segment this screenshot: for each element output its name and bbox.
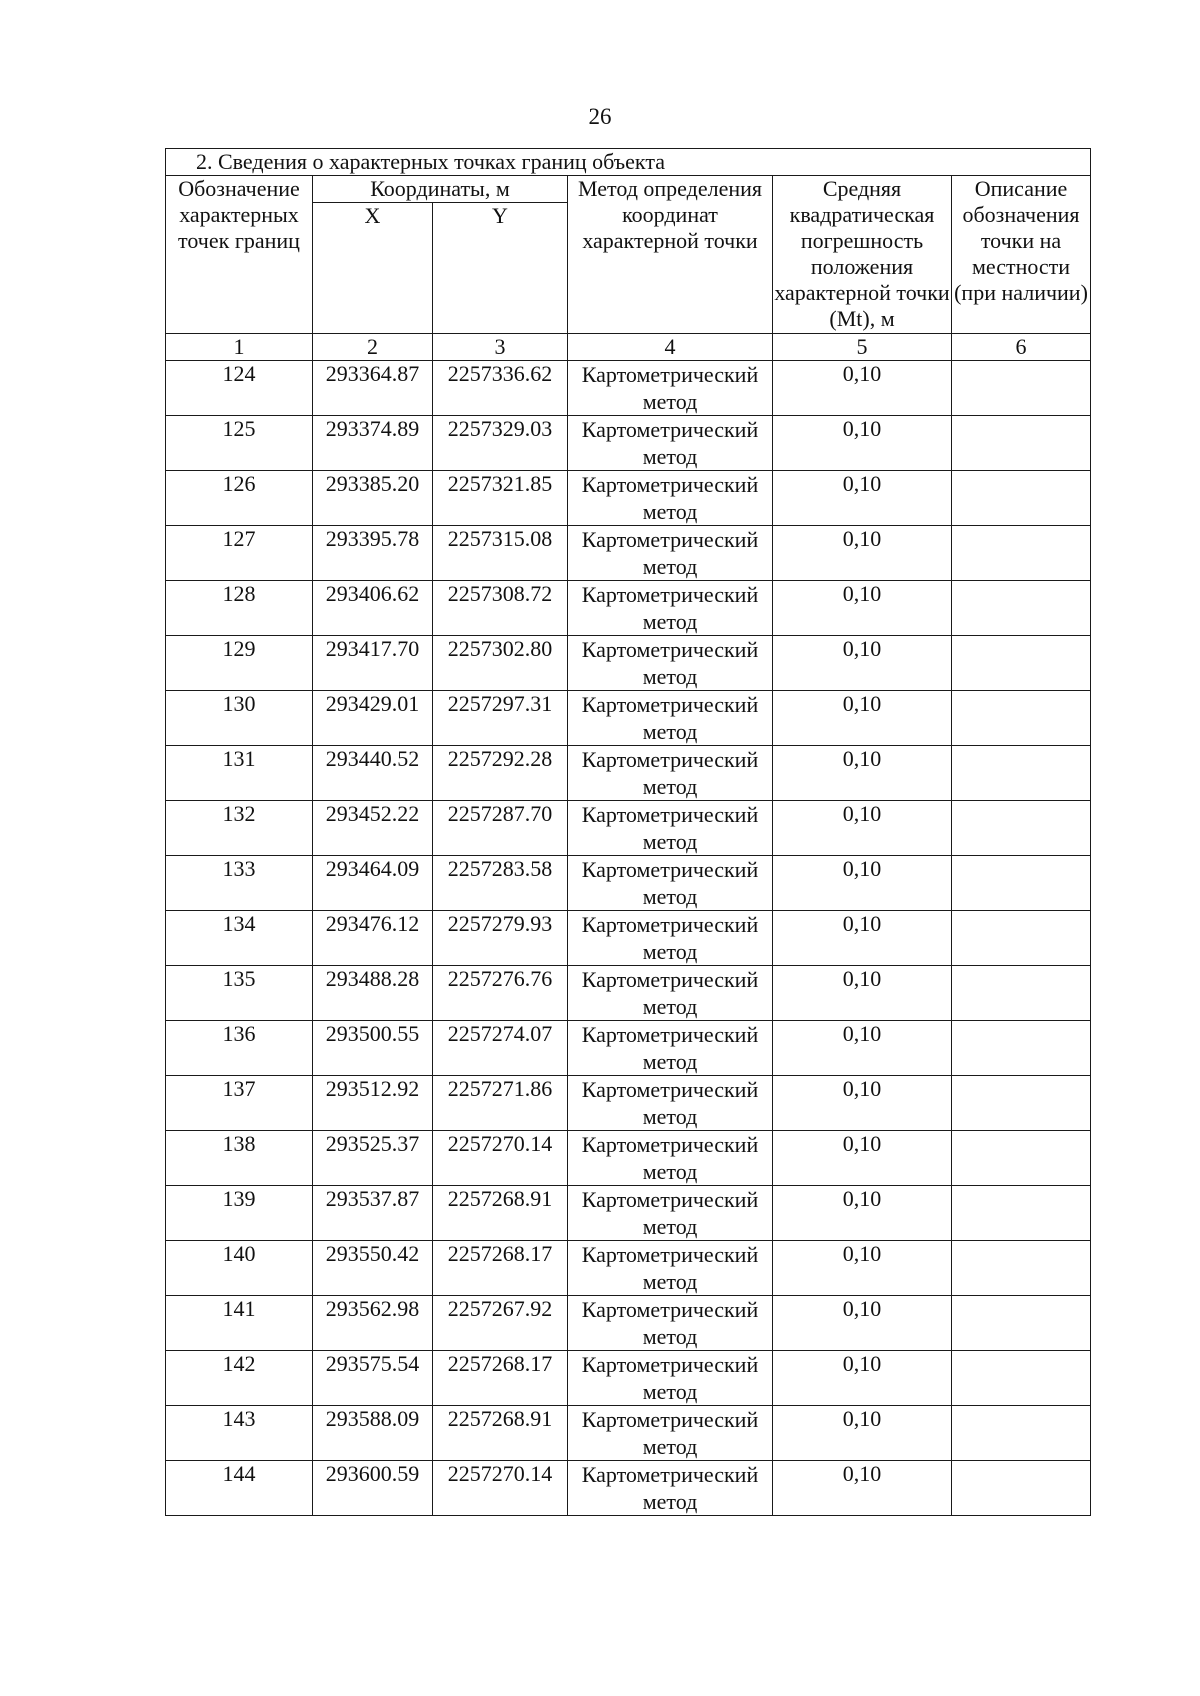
table-row (166, 581, 1091, 636)
description-cell (952, 471, 1091, 526)
table-row (166, 856, 1091, 911)
method-cell: Картометрический метод (568, 581, 773, 636)
coordinate-y: 2257270.14 (433, 1131, 568, 1186)
coordinate-y: 2257297.31 (433, 691, 568, 746)
header-method: Метод определения координат характерной точки (568, 176, 773, 334)
header-designation: Обозначение характерных точек границ (166, 176, 313, 334)
table-row (166, 1021, 1091, 1076)
coordinate-x: 293488.28 (313, 966, 433, 1021)
coordinate-y: 2257268.17 (433, 1351, 568, 1406)
description-cell (952, 856, 1091, 911)
method-cell: Картометрический метод (568, 1461, 773, 1516)
error-cell: 0,10 (773, 801, 952, 856)
method-cell: Картометрический метод (568, 1131, 773, 1186)
column-number: 5 (773, 334, 952, 361)
boundary-points-table (165, 148, 1091, 1516)
coordinate-x: 293588.09 (313, 1406, 433, 1461)
point-id: 136 (166, 1021, 313, 1076)
description-cell (952, 1296, 1091, 1351)
point-id: 139 (166, 1186, 313, 1241)
point-id: 131 (166, 746, 313, 801)
table-title-row (166, 149, 1091, 176)
method-cell: Картометрический метод (568, 1186, 773, 1241)
point-id: 126 (166, 471, 313, 526)
error-cell: 0,10 (773, 416, 952, 471)
point-id: 129 (166, 636, 313, 691)
coordinate-y: 2257279.93 (433, 911, 568, 966)
description-cell (952, 1131, 1091, 1186)
point-id: 140 (166, 1241, 313, 1296)
table-row (166, 1241, 1091, 1296)
method-cell: Картометрический метод (568, 691, 773, 746)
table-row (166, 361, 1091, 416)
coordinate-y: 2257271.86 (433, 1076, 568, 1131)
method-cell: Картометрический метод (568, 1296, 773, 1351)
error-cell: 0,10 (773, 1406, 952, 1461)
coordinate-x: 293600.59 (313, 1461, 433, 1516)
table-row (166, 746, 1091, 801)
coordinate-x: 293452.22 (313, 801, 433, 856)
method-cell: Картометрический метод (568, 471, 773, 526)
coordinate-y: 2257268.91 (433, 1186, 568, 1241)
point-id: 134 (166, 911, 313, 966)
table-row (166, 1076, 1091, 1131)
header-coordinates: Координаты, м (313, 176, 568, 203)
description-cell (952, 1076, 1091, 1131)
header-row (166, 176, 1091, 203)
error-cell: 0,10 (773, 1296, 952, 1351)
error-cell: 0,10 (773, 856, 952, 911)
point-id: 128 (166, 581, 313, 636)
point-id: 141 (166, 1296, 313, 1351)
description-cell (952, 1351, 1091, 1406)
error-cell: 0,10 (773, 746, 952, 801)
coordinate-y: 2257276.76 (433, 966, 568, 1021)
method-cell: Картометрический метод (568, 966, 773, 1021)
coordinate-x: 293537.87 (313, 1186, 433, 1241)
description-cell (952, 1461, 1091, 1516)
point-id: 127 (166, 526, 313, 581)
coordinate-x: 293395.78 (313, 526, 433, 581)
method-cell: Картометрический метод (568, 1351, 773, 1406)
table-row (166, 471, 1091, 526)
table-row (166, 1131, 1091, 1186)
coordinate-x: 293512.92 (313, 1076, 433, 1131)
description-cell (952, 1406, 1091, 1461)
point-id: 138 (166, 1131, 313, 1186)
header-description: Описание обозначения точки на местности (при наличии) (952, 176, 1091, 334)
point-id: 135 (166, 966, 313, 1021)
error-cell: 0,10 (773, 1351, 952, 1406)
coordinate-x: 293476.12 (313, 911, 433, 966)
error-cell: 0,10 (773, 581, 952, 636)
coordinate-y: 2257283.58 (433, 856, 568, 911)
coordinate-x: 293575.54 (313, 1351, 433, 1406)
error-cell: 0,10 (773, 361, 952, 416)
error-cell: 0,10 (773, 1186, 952, 1241)
error-cell: 0,10 (773, 966, 952, 1021)
description-cell (952, 1241, 1091, 1296)
column-number: 2 (313, 334, 433, 361)
coordinate-x: 293562.98 (313, 1296, 433, 1351)
method-cell: Картометрический метод (568, 636, 773, 691)
table-row (166, 636, 1091, 691)
description-cell (952, 581, 1091, 636)
coordinate-y: 2257268.17 (433, 1241, 568, 1296)
coordinate-y: 2257308.72 (433, 581, 568, 636)
column-number: 4 (568, 334, 773, 361)
description-cell (952, 1186, 1091, 1241)
method-cell: Картометрический метод (568, 856, 773, 911)
point-id: 133 (166, 856, 313, 911)
coordinate-x: 293500.55 (313, 1021, 433, 1076)
description-cell (952, 636, 1091, 691)
header-x: X (313, 203, 433, 334)
coordinate-x: 293417.70 (313, 636, 433, 691)
description-cell (952, 526, 1091, 581)
coordinate-x: 293364.87 (313, 361, 433, 416)
method-cell: Картометрический метод (568, 1406, 773, 1461)
coordinate-y: 2257302.80 (433, 636, 568, 691)
method-cell: Картометрический метод (568, 416, 773, 471)
table-row (166, 801, 1091, 856)
table-row (166, 966, 1091, 1021)
coordinate-x: 293429.01 (313, 691, 433, 746)
point-id: 132 (166, 801, 313, 856)
error-cell: 0,10 (773, 1021, 952, 1076)
coordinate-y: 2257274.07 (433, 1021, 568, 1076)
table-row (166, 1406, 1091, 1461)
point-id: 130 (166, 691, 313, 746)
coordinate-x: 293374.89 (313, 416, 433, 471)
point-id: 143 (166, 1406, 313, 1461)
error-cell: 0,10 (773, 691, 952, 746)
coordinate-y: 2257336.62 (433, 361, 568, 416)
point-id: 125 (166, 416, 313, 471)
error-cell: 0,10 (773, 1461, 952, 1516)
coordinate-y: 2257270.14 (433, 1461, 568, 1516)
table-title: 2. Сведения о характерных точках границ объекта (166, 149, 1091, 176)
coordinate-x: 293440.52 (313, 746, 433, 801)
error-cell: 0,10 (773, 1241, 952, 1296)
point-id: 137 (166, 1076, 313, 1131)
point-id: 124 (166, 361, 313, 416)
description-cell (952, 416, 1091, 471)
column-number-row (166, 334, 1091, 361)
coordinate-x: 293525.37 (313, 1131, 433, 1186)
error-cell: 0,10 (773, 471, 952, 526)
coordinate-y: 2257329.03 (433, 416, 568, 471)
coordinate-y: 2257268.91 (433, 1406, 568, 1461)
table-row (166, 1461, 1091, 1516)
header-y: Y (433, 203, 568, 334)
coordinate-y: 2257267.92 (433, 1296, 568, 1351)
description-cell (952, 691, 1091, 746)
description-cell (952, 966, 1091, 1021)
method-cell: Картометрический метод (568, 361, 773, 416)
table-row (166, 911, 1091, 966)
description-cell (952, 361, 1091, 416)
table-row (166, 526, 1091, 581)
table-row (166, 1186, 1091, 1241)
table-row (166, 691, 1091, 746)
method-cell: Картометрический метод (568, 526, 773, 581)
error-cell: 0,10 (773, 911, 952, 966)
error-cell: 0,10 (773, 526, 952, 581)
point-id: 142 (166, 1351, 313, 1406)
method-cell: Картометрический метод (568, 911, 773, 966)
coordinate-y: 2257292.28 (433, 746, 568, 801)
method-cell: Картометрический метод (568, 746, 773, 801)
error-cell: 0,10 (773, 636, 952, 691)
method-cell: Картометрический метод (568, 1241, 773, 1296)
table-row (166, 1296, 1091, 1351)
error-cell: 0,10 (773, 1131, 952, 1186)
coordinate-y: 2257321.85 (433, 471, 568, 526)
column-number: 6 (952, 334, 1091, 361)
table-row (166, 1351, 1091, 1406)
column-number: 3 (433, 334, 568, 361)
table-row (166, 416, 1091, 471)
method-cell: Картометрический метод (568, 1021, 773, 1076)
coordinate-y: 2257315.08 (433, 526, 568, 581)
header-error: Средняя квадратическая погрешность положения характерной точки (Mt), м (773, 176, 952, 334)
description-cell (952, 746, 1091, 801)
method-cell: Картометрический метод (568, 1076, 773, 1131)
description-cell (952, 801, 1091, 856)
error-cell: 0,10 (773, 1076, 952, 1131)
coordinate-x: 293385.20 (313, 471, 433, 526)
point-id: 144 (166, 1461, 313, 1516)
page-number: 26 (588, 104, 612, 129)
method-cell: Картометрический метод (568, 801, 773, 856)
description-cell (952, 911, 1091, 966)
description-cell (952, 1021, 1091, 1076)
coordinate-x: 293464.09 (313, 856, 433, 911)
coordinate-x: 293406.62 (313, 581, 433, 636)
column-number: 1 (166, 334, 313, 361)
coordinate-x: 293550.42 (313, 1241, 433, 1296)
coordinate-y: 2257287.70 (433, 801, 568, 856)
